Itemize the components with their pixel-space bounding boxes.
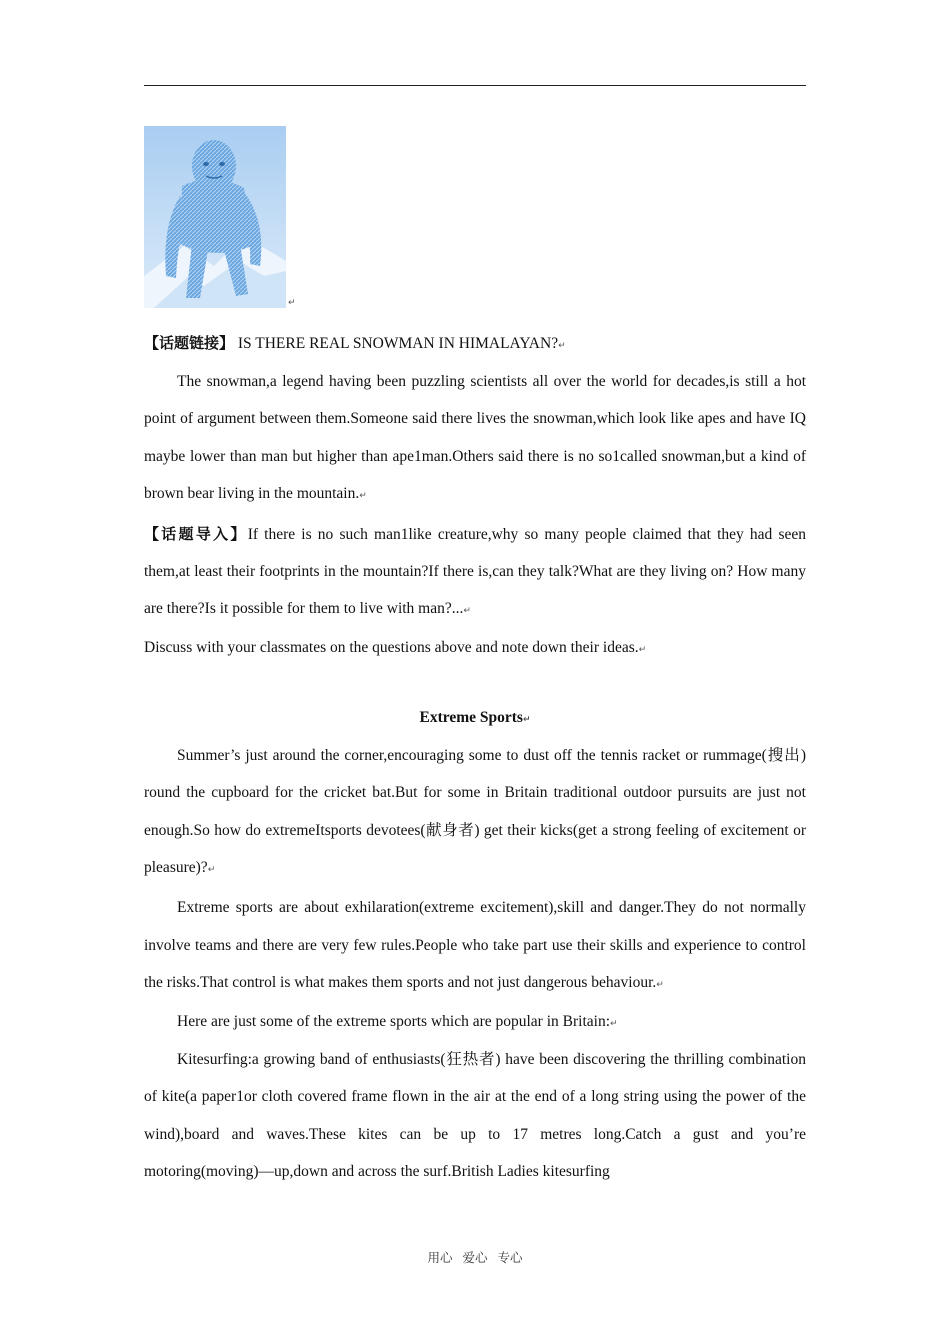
page-footer: 用心 爱心 专心 (427, 1250, 523, 1265)
topic-link-line: 【话题链接】 IS THERE REAL SNOWMAN IN HIMALAYAN?↵ (144, 334, 566, 352)
spacer (144, 667, 806, 701)
snowman-yeti-icon (144, 126, 286, 308)
article-title-text: Extreme Sports (419, 708, 523, 726)
topic-paragraph-text: The snowman,a legend having been puzzling scientists all over the world for decades,is still a hot point of argument between them.Someone said there lives the snowman,which look like apes and have IQ maybe lower than man but higher than ape1man.Others said there is no so1called snowman,but a kind of brown bear living in the mountain. (144, 373, 806, 503)
article-paragraph-3: Here are just some of the extreme sports which are popular in Britain:↵ (177, 1012, 618, 1030)
article-paragraph-4 (144, 1041, 806, 1191)
article-paragraph-text: Kitesurfing:a growing band of enthusiasts(狂热者) have been discovering the thrilling combination of kite(a paper1or cloth covered frame flown in the air at the end of a long string using the power of the wind),board and waves.These kites can be up to 17 metres long.Catch a gust and you’re motoring(moving)—up,down and across the surf.British Ladies kitesurfing (144, 1050, 806, 1180)
article-paragraph-1: Summer’s just around the corner,encouraging some to dust off the tennis racket or rummage(搜出) round the cupboard for the cricket bat.But for some in Britain traditional outdoor pursuits are just not enough.So how do extremeItsports devotees(献身者) get their kicks(get a strong feeling of excitement or pleasure)?↵ (144, 746, 806, 877)
snowman-illustration (144, 126, 286, 308)
discuss-line: Discuss with your classmates on the questions above and note down their ideas.↵ (144, 638, 647, 656)
header-rule (144, 85, 806, 86)
article-paragraph-text: Summer’s just around the corner,encouraging some to dust off the tennis racket or rummage(搜出) round the cupboard for the cricket bat.But for some in Britain traditional outdoor pursuits are just not enough.So how do extremeItsports devotees(献身者) get their kicks(get a strong feeling of excitement or pleasure)? (144, 746, 806, 877)
topic-paragraph: The snowman,a legend having been puzzling scientists all over the world for decades,is still a hot point of argument between them.Someone said there lives the snowman,which look like apes and have IQ maybe lower than man but higher than ape1man.Others said there is no so1called snowman,but a kind of brown bear living in the mountain.↵ (144, 373, 806, 503)
topic-intro: 【话题导入】If there is no such man1like creature,why so many people claimed that they had seen them,at least their footprints in the mountain?If there is,can they talk?What are they living on? How many are there?Is it possible for them to live with man?...↵ (144, 524, 806, 618)
topic-intro-tag: 【话题导入】 (144, 524, 248, 543)
discuss-text: Discuss with your classmates on the questions above and note down their ideas. (144, 638, 639, 656)
article-title: Extreme Sports↵ (419, 708, 531, 726)
article-paragraph-2: Extreme sports are about exhilaration(extreme excitement),skill and danger.They do not normally involve teams and there are very few rules.People who take part use their skills and experience to control the risks.That control is what makes them sports and not just dangerous behaviour.↵ (144, 899, 806, 992)
topic-intro-text: If there is no such man1like creature,why so many people claimed that they had seen them,at least their footprints in the mountain?If there is,can they talk?What are they living on? How many are there?Is it possible for them to live with man?... (144, 525, 806, 618)
topic-link-title: IS THERE REAL SNOWMAN IN HIMALAYAN? (234, 335, 559, 352)
topic-link-tag: 【话题链接】 (144, 334, 235, 352)
document-body (144, 326, 806, 1190)
article-paragraph-text: Extreme sports are about exhilaration(extreme excitement),skill and danger.They do not normally involve teams and there are very few rules.People who take part use their skills and experience to control the risks.That control is what makes them sports and not just dangerous behaviour. (144, 899, 806, 992)
article-paragraph-text: Here are just some of the extreme sports which are popular in Britain: (177, 1012, 611, 1030)
paragraph-mark: ↵ (288, 298, 296, 308)
